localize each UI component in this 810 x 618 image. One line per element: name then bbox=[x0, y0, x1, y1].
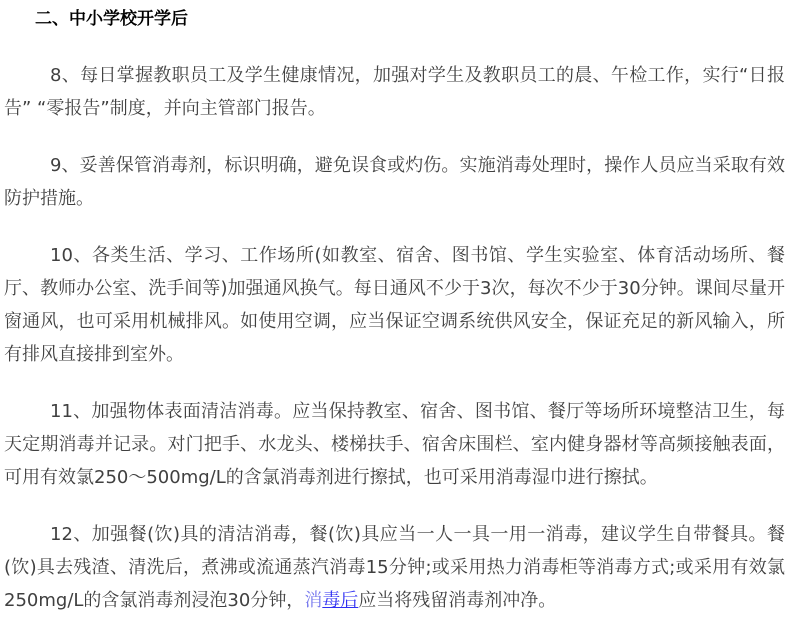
disinfect-after-link[interactable]: 毒后 bbox=[322, 590, 359, 611]
section-heading: 二、中小学校开学后 bbox=[35, 9, 188, 29]
paragraph-10: 10、各类生活、学习、工作场所(如教室、宿舍、图书馆、学生实验室、体育活动场所、餐厅、教师办公室、洗手间等)加强通风换气。每日通风不少于3次，每次不少于30分钟。课间尽量开窗通风，也可采用机械排风。如使用空调，应当保证空调系统供风安全，保证充足的新风输入，所有排风直接排到室外。 bbox=[4, 245, 785, 365]
document-body bbox=[4, 9, 785, 617]
paragraph-9: 9、妥善保管消毒剂，标识明确，避免误食或灼伤。实施消毒处理时，操作人员应当采取有效防护措施。 bbox=[4, 155, 785, 209]
paragraph-12-text-after: 应当将残留消毒剂冲净。 bbox=[358, 590, 557, 611]
paragraph-8: 8、每日掌握教职员工及学生健康情况，加强对学生及教职员工的晨、午检工作，实行“日报告” “零报告”制度，并向主管部门报告。 bbox=[4, 65, 785, 119]
paragraph-12 bbox=[4, 518, 785, 617]
disinfect-after-link-first-char[interactable]: 消 bbox=[304, 590, 323, 611]
paragraph-11: 11、加强物体表面清洁消毒。应当保持教室、宿舍、图书馆、餐厅等场所环境整洁卫生，每天定期消毒并记录。对门把手、水龙头、楼梯扶手、宿舍床围栏、室内健身器材等高频接触表面，可用有效氯250～500mg/L的含氯消毒剂进行擦拭，也可采用消毒湿巾进行擦拭。 bbox=[4, 401, 785, 488]
paragraph-12-text-before: 12、加强餐(饮)具的清洁消毒，餐(饮)具应当一人一具一用一消毒，建议学生自带餐具。餐(饮)具去残渣、清洗后，煮沸或流通蒸汽消毒15分钟;或采用热力消毒柜等消毒方式;或采用有效氯250mg/L的含氯消毒剂浸泡30分钟， bbox=[4, 524, 785, 611]
